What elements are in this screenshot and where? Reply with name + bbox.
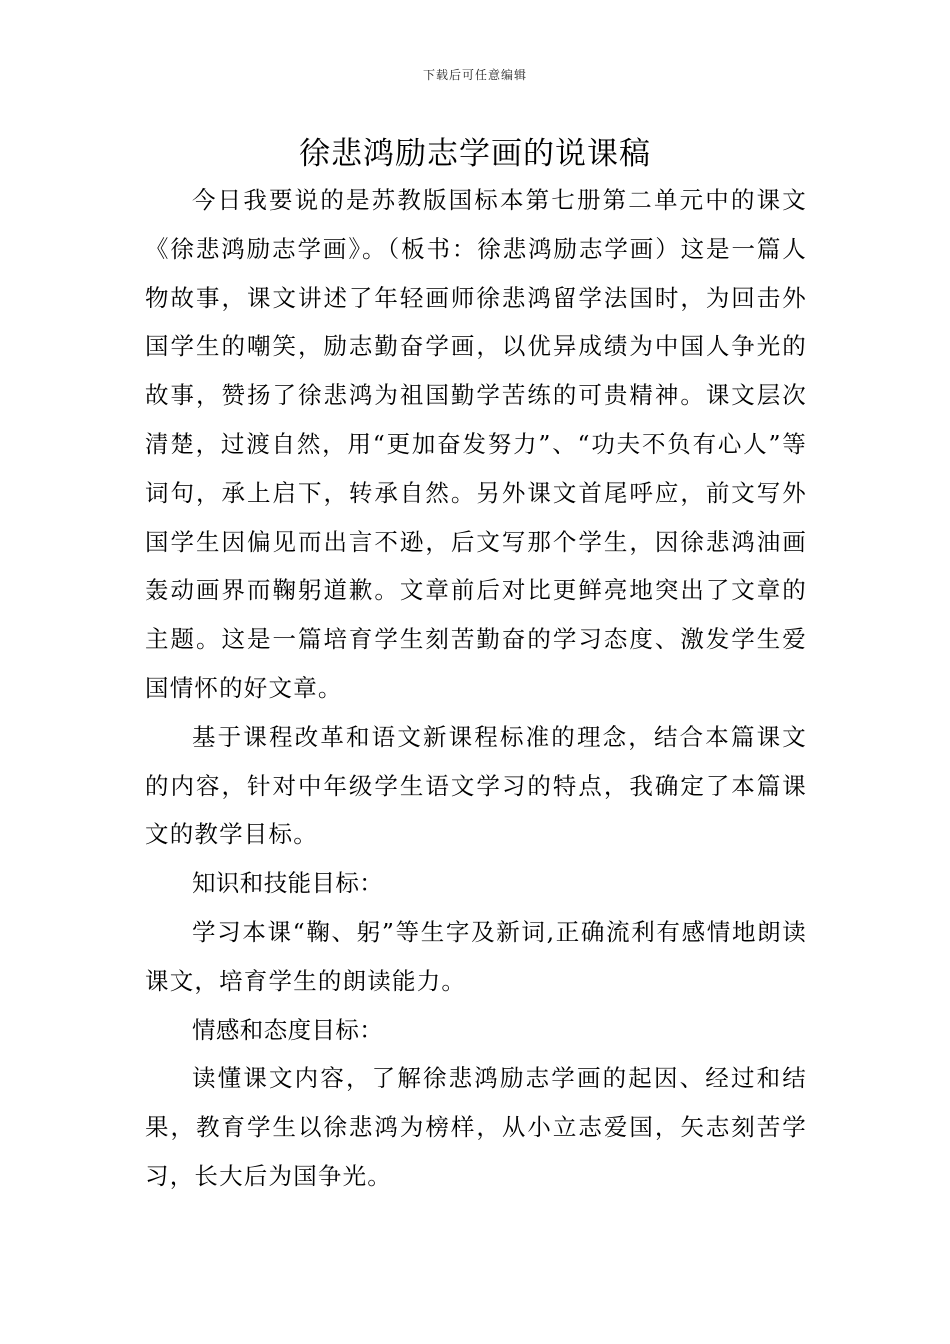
page-title: 徐悲鸿励志学画的说课稿 (299, 136, 651, 172)
paragraph-objectives-intro: 基于课程改革和语文新课程标准的理念，结合本篇课文的内容，针对中年级学生语文学习的特点，我确定了本篇课文的教学目标。 (145, 722, 807, 849)
section-heading-knowledge-skills: 知识和技能目标： (192, 869, 384, 898)
paragraph-knowledge-skills: 学习本课“鞠、躬”等生字及新词,正确流利有感情地朗读课文，培育学生的朗读能力。 (145, 917, 807, 995)
paragraph-emotion-attitude: 读懂课文内容，了解徐悲鸿励志学画的起因、经过和结果，教育学生以徐悲鸿为榜样，从小立志爱国，矢志刻苦学习，长大后为国争光。 (145, 1064, 807, 1190)
document-body (145, 176, 807, 1201)
paragraph-intro: 今日我要说的是苏教版国标本第七册第二单元中的课文《徐悲鸿励志学画》。（板书：徐悲鸿励志学画）这是一篇人物故事，课文讲述了年轻画师徐悲鸿留学法国时，为回击外国学生的嘲笑，励志勤奋学画，以优异成绩为中国人争光的故事，赞扬了徐悲鸿为祖国勤学苦练的可贵精神。课文层次清楚，过渡自然，用“更加奋发努力”、“功夫不负有心人”等词句，承上启下，转承自然。另外课文首尾呼应，前文写外国学生因偏见而出言不逊，后文写那个学生，因徐悲鸿油画轰动画界而鞠躬道歉。文章前后对比更鲜亮地突出了文章的主题。这是一篇培育学生刻苦勤奋的学习态度、激发学生爱国情怀的好文章。 (145, 186, 807, 702)
section-heading-emotion-attitude: 情感和态度目标： (192, 1015, 384, 1044)
header-note: 下载后可任意编辑 (422, 68, 527, 82)
